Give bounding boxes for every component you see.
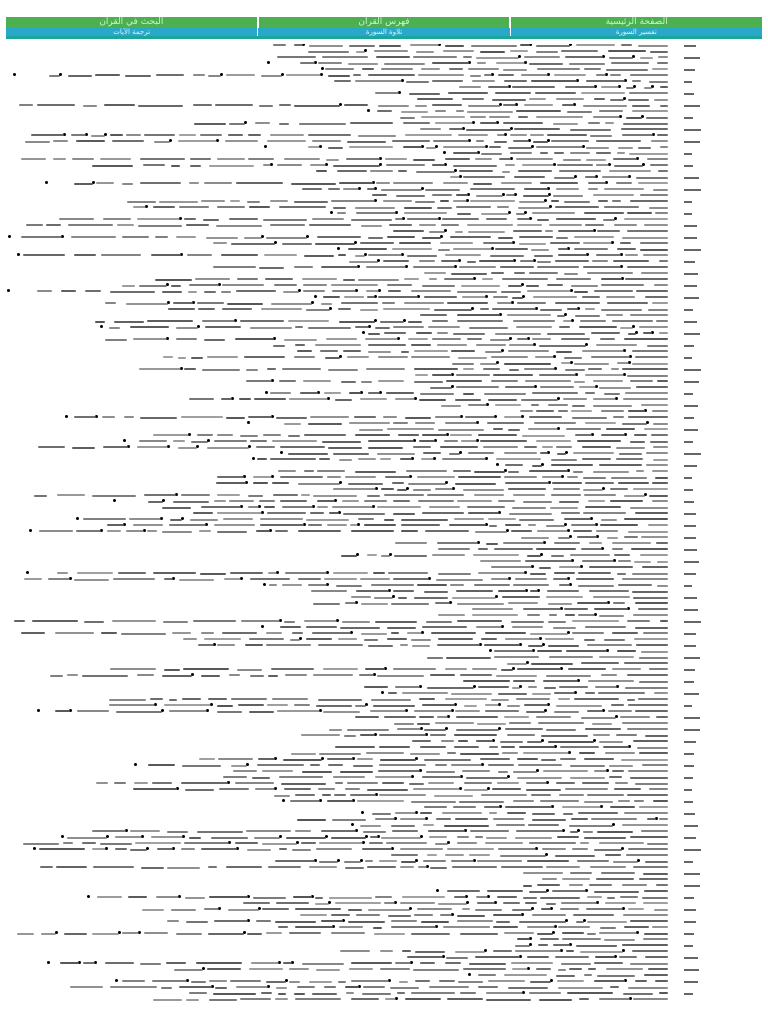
verse-number-marker [684, 487, 714, 492]
verse-number-marker [684, 127, 714, 132]
verse-number-marker [684, 307, 714, 312]
verse-number-marker [684, 847, 714, 852]
verse-number-marker [684, 55, 714, 60]
verse-row [484, 566, 668, 568]
verse-number-marker [684, 835, 714, 840]
verse-row [19, 104, 668, 106]
verse-row [493, 662, 668, 664]
verse-number-marker [684, 379, 714, 384]
verse-number-marker [684, 775, 714, 780]
verse-row [194, 122, 668, 124]
verse-row [447, 890, 668, 892]
verse-row [120, 980, 668, 982]
verse-number-marker [684, 883, 714, 888]
verse-row [211, 242, 668, 244]
verse-row [148, 500, 668, 502]
verse-row [217, 476, 668, 478]
tab-quran-index[interactable]: فهرس القرآن [257, 17, 510, 28]
verse-row [459, 86, 668, 88]
sub-navigation [6, 28, 762, 36]
tab-recitation[interactable]: تلاوة السورة [257, 28, 509, 36]
verse-number-marker [684, 727, 714, 732]
verse-row [211, 776, 668, 778]
verse-row [259, 392, 668, 394]
verse-number-marker [684, 151, 714, 156]
verse-number-marker [684, 343, 714, 348]
verse-number-marker [684, 763, 714, 768]
verse-row [473, 974, 668, 976]
verse-number-marker [684, 44, 714, 48]
verse-number-marker [684, 271, 714, 276]
verse-row [274, 452, 668, 454]
verse-row [78, 896, 668, 898]
verse-number-marker [684, 475, 714, 480]
verse-row [465, 608, 668, 610]
verse-row [372, 194, 668, 196]
verse-number-marker [684, 715, 714, 720]
verse-row [198, 644, 668, 646]
verse-row [15, 842, 668, 844]
verse-row [284, 422, 668, 424]
verse-row [308, 296, 668, 298]
verse-row [182, 512, 668, 514]
verse-number-marker [684, 559, 714, 564]
verse-row [148, 764, 668, 766]
verse-number-marker [684, 331, 714, 336]
verse-number-marker [684, 415, 714, 420]
verse-number-marker [684, 247, 714, 252]
verse-row [31, 134, 668, 136]
verse-row [76, 164, 668, 166]
verse-row [332, 212, 668, 214]
verse-row [95, 668, 668, 670]
verse-number-marker [684, 571, 714, 576]
verse-row [331, 746, 668, 748]
verse-row [39, 848, 668, 850]
verse-row [246, 380, 668, 382]
verse-row [430, 614, 668, 616]
verse-row [452, 362, 668, 364]
verse-row [301, 734, 668, 736]
verse-row [353, 812, 668, 814]
verse-number-marker [684, 931, 714, 936]
verse-row [355, 332, 668, 334]
verse-number-marker [684, 523, 714, 528]
verse-row [516, 536, 668, 538]
verse-number-marker [684, 355, 714, 360]
verse-row [378, 692, 668, 694]
verse-row [322, 80, 668, 82]
verse-row [153, 998, 668, 1000]
verse-row [402, 98, 668, 100]
verse-row [266, 926, 668, 928]
verse-row [21, 632, 668, 634]
verse-row [333, 488, 668, 490]
verse-row [189, 992, 668, 994]
verse-row [17, 932, 668, 934]
verse-number-marker [684, 799, 714, 804]
verse-row [49, 74, 668, 76]
verse-row [55, 710, 668, 712]
verse-number-marker [684, 259, 714, 264]
verse-row [70, 986, 668, 988]
verse-row [50, 674, 668, 676]
verse-number-marker [684, 979, 714, 984]
verse-row [208, 266, 668, 268]
verse-row [216, 482, 668, 484]
verse-row [349, 428, 668, 430]
verse-row [150, 434, 668, 436]
verse-number-marker [684, 787, 714, 792]
verse-row [158, 920, 668, 922]
top-navigation [6, 17, 762, 28]
verse-row [34, 494, 668, 496]
verse-number-marker [684, 319, 714, 324]
verse-number-marker [684, 427, 714, 432]
verse-row [16, 158, 668, 160]
verse-row [107, 524, 668, 526]
verse-row [308, 146, 668, 148]
verse-number-marker [684, 919, 714, 924]
verse-row [515, 944, 668, 946]
verse-row [440, 152, 668, 154]
verse-number-marker [684, 583, 714, 588]
verse-row [350, 686, 668, 688]
verse-number-marker [684, 643, 714, 648]
verse-row [99, 302, 668, 304]
verse-row [300, 50, 668, 52]
verse-row [96, 782, 668, 784]
verse-row [71, 518, 668, 520]
verse-row [441, 404, 668, 406]
verse-row [60, 962, 668, 964]
verse-row [427, 656, 668, 658]
verse-row [143, 278, 668, 280]
verse-row [290, 188, 668, 190]
verse-row [526, 878, 668, 880]
verse-row [102, 704, 668, 706]
verse-row [168, 308, 668, 310]
verse-number-marker [684, 295, 714, 300]
verse-number-marker [684, 967, 714, 972]
verse-row [38, 446, 668, 448]
verse-number-marker [684, 619, 714, 624]
tab-translation[interactable]: ترجمة الآيات [113, 28, 151, 36]
verse-row [341, 554, 668, 556]
verse-number-marker [684, 811, 714, 816]
verse-number-marker [684, 439, 714, 444]
verse-number-marker [684, 535, 714, 540]
verse-row [351, 596, 668, 598]
verse-row [280, 626, 668, 628]
verse-row [37, 530, 668, 532]
verse-row [349, 260, 668, 262]
verse-number-marker [684, 499, 714, 504]
verse-number-marker [684, 139, 714, 144]
verse-number-marker [684, 631, 714, 636]
verse-row [400, 116, 668, 118]
verse-number-marker [684, 823, 714, 828]
verse-row [127, 200, 668, 202]
verse-number-marker [684, 955, 714, 960]
verse-row [411, 314, 668, 316]
verse-number-marker [684, 235, 714, 240]
verse-number-marker [684, 451, 714, 456]
verse-number-marker [684, 871, 714, 876]
verse-row [453, 680, 668, 682]
verse-row [351, 716, 668, 718]
verse-number-marker [684, 223, 714, 228]
verse-row [230, 902, 668, 904]
verse-row [297, 818, 668, 820]
verse-number-marker [684, 703, 714, 708]
verse-row [406, 806, 668, 808]
verse-row [16, 224, 668, 226]
verse-row [274, 794, 668, 796]
verse-list [0, 44, 768, 1024]
verse-row [168, 968, 668, 970]
verse-row [262, 860, 668, 862]
verse-row [84, 830, 668, 832]
verse-row [139, 440, 668, 442]
verse-row [244, 458, 668, 460]
verse-row [131, 908, 668, 910]
verse-row [74, 182, 668, 184]
verse-row [318, 68, 668, 70]
verse-number-marker [684, 199, 714, 204]
verse-number-marker [684, 391, 714, 396]
verse-row [415, 374, 668, 376]
verse-number-marker [684, 163, 714, 168]
verse-row [407, 956, 668, 958]
verse-number-marker [684, 175, 714, 180]
verse-row [25, 140, 668, 142]
verse-number-marker [684, 403, 714, 408]
verse-row [329, 728, 668, 730]
verse-row [220, 770, 668, 772]
verse-row [314, 170, 668, 172]
verse-row [24, 578, 668, 580]
verse-number-marker [684, 679, 714, 684]
verse-number-marker [684, 751, 714, 756]
verse-row [21, 236, 668, 238]
verse-row [394, 722, 668, 724]
verse-row [14, 620, 668, 622]
verse-row [420, 128, 668, 130]
verse-row [133, 206, 668, 208]
verse-row [377, 110, 668, 112]
verse-row [300, 914, 668, 916]
verse-number-marker [684, 463, 714, 468]
verse-row [183, 638, 668, 640]
verse-number-marker [684, 91, 714, 96]
verse-row [37, 290, 668, 292]
verse-row [273, 44, 668, 46]
verse-number-marker [684, 691, 714, 696]
verse-row [428, 386, 668, 388]
verse-row [150, 356, 668, 358]
verse-number-marker [684, 655, 714, 660]
verse-number-marker [684, 211, 714, 216]
verse-row [356, 824, 668, 826]
verse-row [109, 698, 668, 700]
verse-row [393, 542, 668, 544]
verse-number-marker [684, 895, 714, 900]
verse-row [290, 350, 668, 352]
verse-row [66, 836, 668, 838]
verse-row [517, 938, 668, 940]
verse-number-marker [684, 607, 714, 612]
verse-row [278, 470, 668, 472]
verse-row [375, 92, 668, 94]
verse-number-marker [684, 79, 714, 84]
verse-row [105, 338, 668, 340]
verse-number-marker [684, 115, 714, 120]
verse-row [520, 884, 668, 886]
verse-number-marker [684, 667, 714, 672]
verse-row [189, 398, 668, 400]
verse-row [501, 464, 668, 466]
verse-row [40, 866, 668, 868]
verse-number-marker [684, 367, 714, 372]
verse-number-marker [684, 511, 714, 516]
verse-row [122, 284, 668, 286]
verse-row [520, 410, 668, 412]
verse-row [311, 590, 668, 592]
verse-row [446, 176, 668, 178]
tab-tafsir[interactable]: تفسير السورة [510, 28, 762, 36]
verse-row [57, 416, 668, 418]
verse-row [54, 218, 668, 220]
tab-home[interactable]: الصفحة الرئيسية [509, 17, 762, 28]
verse-number-marker [684, 907, 714, 912]
verse-row [480, 560, 668, 562]
verse-row [300, 62, 668, 64]
verse-number-marker [684, 739, 714, 744]
verse-row [199, 758, 668, 760]
verse-number-marker [684, 859, 714, 864]
verse-row [124, 368, 668, 370]
verse-row [275, 56, 668, 58]
verse-row [313, 602, 668, 604]
verse-row [411, 740, 668, 742]
verse-row [434, 548, 668, 550]
verse-row [273, 344, 668, 346]
verse-row [126, 788, 668, 790]
verse-row [335, 950, 668, 952]
verse-number-marker [684, 103, 714, 108]
verse-row [259, 584, 668, 586]
verse-row [520, 872, 668, 874]
verse-row [57, 572, 668, 574]
verse-row [388, 854, 668, 856]
verse-row [282, 800, 668, 802]
verse-number-marker [684, 547, 714, 552]
verse-row [393, 230, 668, 232]
verse-row [152, 506, 668, 508]
verse-number-marker [684, 595, 714, 600]
tab-quran-search[interactable]: البحث في القرآن [6, 17, 257, 28]
verse-number-marker [684, 187, 714, 192]
verse-row [486, 650, 668, 652]
verse-number-marker [684, 991, 714, 996]
verse-number-marker [684, 283, 714, 288]
verse-row [291, 752, 668, 754]
verse-row [333, 248, 668, 250]
verse-row [78, 320, 668, 322]
verse-row [424, 272, 668, 274]
verse-number-marker [684, 943, 714, 948]
verse-row [100, 326, 668, 328]
verse-row [23, 254, 668, 256]
verse-number-marker [684, 67, 714, 72]
